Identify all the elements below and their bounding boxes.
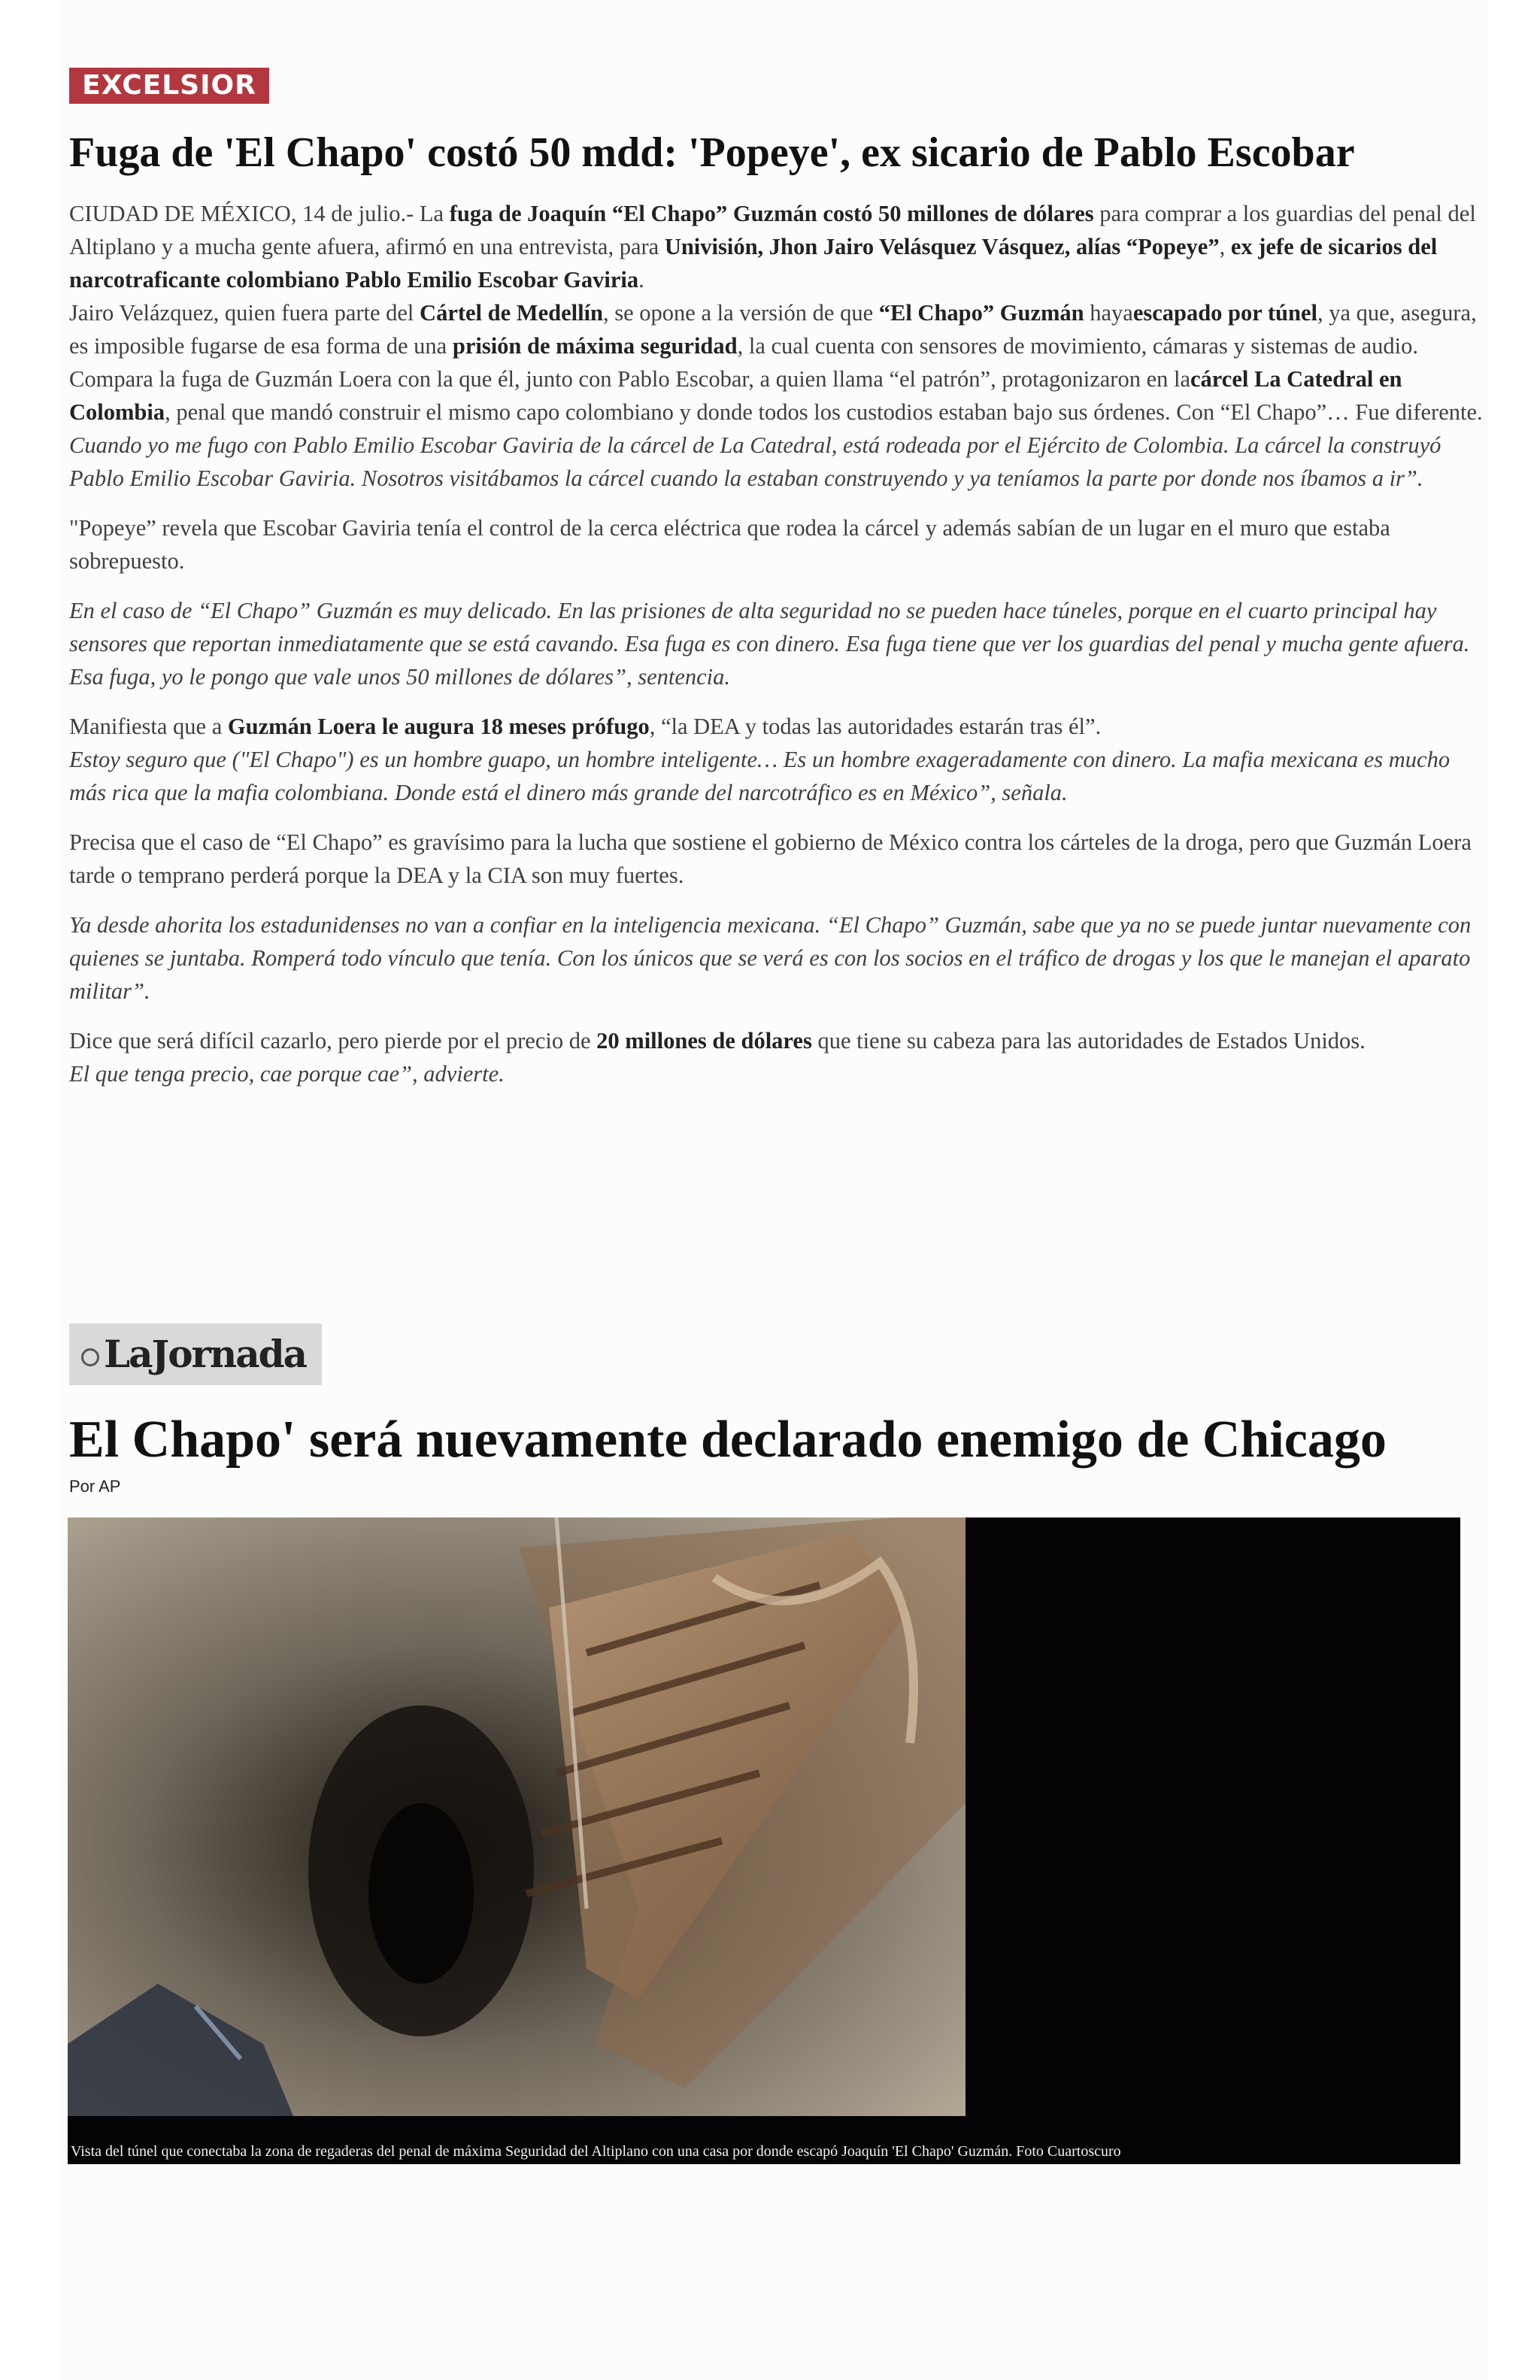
paragraph-5 <box>69 710 1483 743</box>
bold-text: escapado por túnel <box>1132 300 1317 326</box>
bold-text: “El Chapo” Guzmán <box>878 300 1084 326</box>
photo-caption: Vista del túnel que conectaba la zona de regaderas del penal de máxima Seguridad del Altiplano con una casa por donde escapó Joaquín 'El Chapo' Guzmán. Foto Cuartoscuro <box>71 2143 1121 2160</box>
quote-5: El que tenga precio, cae porque cae”, advierte. <box>69 1061 505 1087</box>
text: CIUDAD DE MÉXICO, 14 de julio.- La <box>69 201 450 226</box>
quote-4: Ya desde ahorita los estadunidenses no van a confiar en la inteligencia mexicana. “El Chapo” Guzmán, sabe que ya no se puede juntar nuevamente con quienes se juntaba. Romperá todo vínculo que tenía. Con los únicos que se verá es con los socios en el tráfico de drogas y los que le manejan el aparato militar”. <box>69 912 1472 1004</box>
paragraph-7 <box>69 1024 1483 1057</box>
paragraph-1 <box>69 197 1483 296</box>
paragraph-6: Precisa que el caso de “El Chapo” es gravísimo para la lucha que sostiene el gobierno de México contra los cárteles de la droga, pero que Guzmán Loera tarde o temprano perderá porque la DEA y la CIA son muy fuertes. <box>69 829 1472 888</box>
bold-text: ex jefe de sicarios del narcotraficante colombiano Pablo Emilio Escobar Gaviria <box>69 234 1438 293</box>
text: Manifiesta que a <box>69 714 228 739</box>
logo-text: LaJornada <box>104 1332 307 1376</box>
byline: Por AP <box>69 1477 121 1496</box>
article-2-headline: El Chapo' será nuevamente declarado enemigo de Chicago <box>69 1411 1387 1469</box>
text: que tiene su cabeza para las autoridades de Estados Unidos. <box>811 1028 1366 1054</box>
paragraph-3 <box>69 362 1483 429</box>
bold-text: Guzmán Loera le augura 18 meses prófugo <box>227 714 650 739</box>
text: , la cual cuenta con sensores de movimiento, cámaras y sistemas de audio. <box>737 333 1419 359</box>
paragraph-4: "Popeye” revela que Escobar Gaviria tenía el control de la cerca eléctrica que rodea la cárcel y además sabían de un lugar en el muro que estaba sobrepuesto. <box>69 515 1390 574</box>
text: , <box>1219 234 1231 259</box>
quote-1: Cuando yo me fugo con Pablo Emilio Escobar Gaviria de la cárcel de La Catedral, está rodeada por el Ejército de Colombia. La cárcel la construyó Pablo Emilio Escobar Gaviria. Nosotros visitábamos la cárcel cuando la estaban construyendo y ya teníamos la parte por donde nos íbamos a ir”. <box>69 432 1441 491</box>
bold-text: Univisión, Jhon Jairo Velásquez Vásquez, alías “Popeye” <box>664 234 1220 259</box>
article-body <box>69 197 1483 1090</box>
tunnel-image <box>68 1517 966 2116</box>
bold-text: 20 millones de dólares <box>596 1028 812 1054</box>
paragraph-2 <box>69 296 1483 362</box>
quote-2: En el caso de “El Chapo” Guzmán es muy delicado. En las prisiones de alta seguridad no se pueden hace túneles, porque en el cuarto principal hay sensores que reportan inmediatamente que se está cavando. Esa fuga es con dinero. Esa fuga tiene que ver los guardias del penal y mucha gente afuera. Esa fuga, yo le pongo que vale unos 50 millones de dólares”, sentencia. <box>69 598 1470 690</box>
bold-text: cárcel La Catedral en Colombia <box>69 366 1402 425</box>
text: , “la DEA y todas las autoridades estarán tras él”. <box>649 714 1102 739</box>
text: Jairo Velázquez, quien fuera parte del <box>69 300 420 326</box>
tunnel-photo[interactable] <box>68 1517 966 2116</box>
text: , ya que, asegura, es imposible fugarse de esa forma de una <box>69 300 1477 359</box>
bold-text: fuga de Joaquín “El Chapo” Guzmán costó 50 millones de dólares <box>449 201 1094 226</box>
article-headline: Fuga de 'El Chapo' costó 50 mdd: 'Popeye', ex sicario de Pablo Escobar <box>69 129 1355 176</box>
bold-text: Cártel de Medellín <box>420 300 603 326</box>
text: , se opone a la versión de que <box>603 300 879 326</box>
text: , penal que mandó construir el mismo capo colombiano y donde todos los custodios estaban bajo sus órdenes. Con “El Chapo”… Fue diferente. <box>165 399 1483 425</box>
excelsior-logo[interactable]: EXCELSIOR <box>69 68 269 104</box>
text: Dice que será difícil cazarlo, pero pierde por el precio de <box>69 1028 597 1054</box>
text: haya <box>1084 300 1133 326</box>
text: Compara la fuga de Guzmán Loera con la que él, junto con Pablo Escobar, a quien llama “el patrón”, protagonizaron en la <box>69 366 1191 392</box>
text: . <box>638 267 644 293</box>
text: para comprar a los guardias del penal del Altiplano y a mucha gente afuera, afirmó en una entrevista, para <box>69 201 1476 259</box>
photo-frame <box>68 1517 1460 2164</box>
logo-circle-icon <box>81 1348 99 1366</box>
quote-3: Estoy seguro que ("El Chapo") es un hombre guapo, un hombre inteligente… Es un hombre exageradamente con dinero. La mafia mexicana es mucho más rica que la mafia colombiana. Donde está el dinero más grande del narcotráfico es en México”, señala. <box>69 747 1451 805</box>
la-jornada-logo[interactable] <box>69 1323 322 1385</box>
bold-text: prisión de máxima seguridad <box>452 333 738 359</box>
